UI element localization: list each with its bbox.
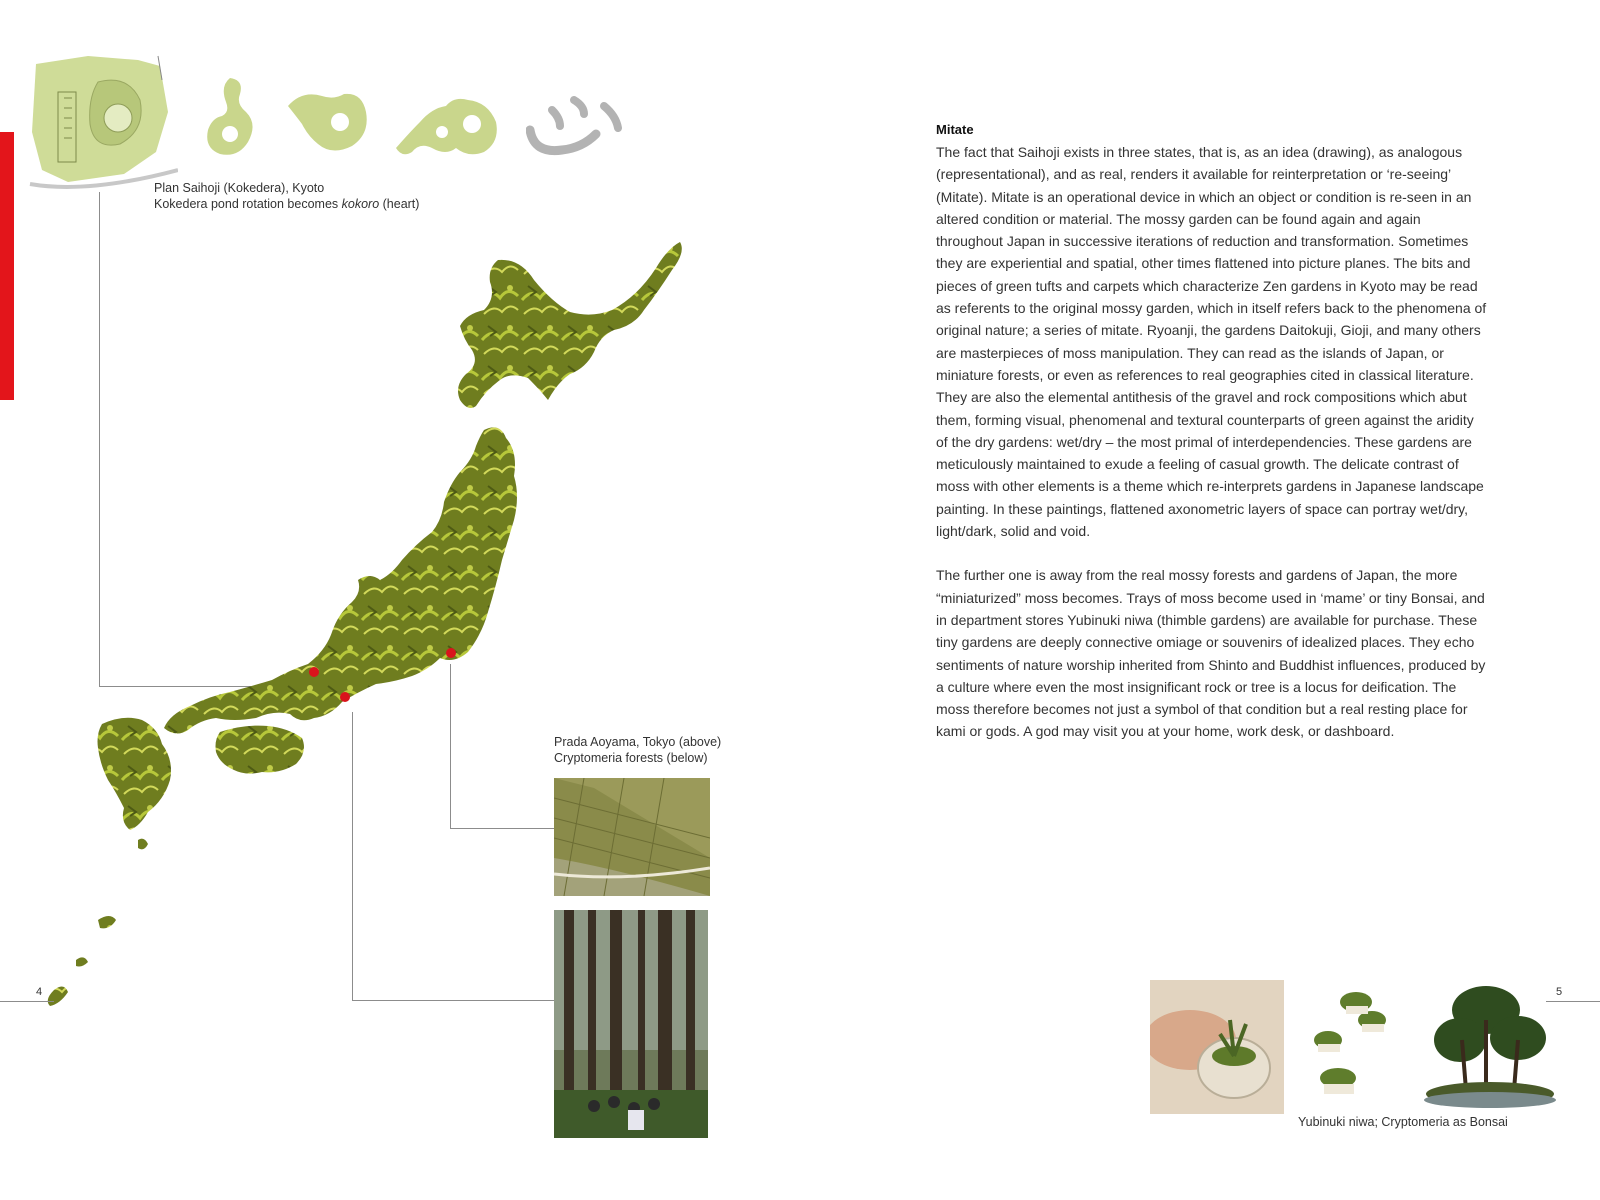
article-paragraph-1: The fact that Saihoji exists in three states, that is, as an idea (drawing), as analogous (representational), and as real, renders it available for reinterpretation or ‘re-seeing’ (Mitate). Mitate is an operational device in which an object or condition is re-seen in an altered condition or material. The mossy garden can be found again and again throughout Japan in successive iterations of reduction and transformation. Sometimes they are experiential and spatial, other times flattened into picture planes. The bits and pieces of green tufts and carpets which characterize Zen gardens in Kyoto may be read as referents to the original mossy garden, which in itself refers back to the phenomena of original nature; a series of mitate. Ryoanji, the gardens Daitokuji, Gioji, and many others are masterpieces of moss manipulation. They can read as the islands of Japan, or miniature forests, or even as references to real geographies cited in classical literature. They are also the elemental antithesis of the gravel and rock compositions which abut them, forming visual, phenomenal and textural counterparts of green against the aridity of the dry gardens: wet/dry – the most primal of interdependencies. These gardens are meticulously maintained to exude a feeling of casual growth. The delicate contrast of moss with other elements is a theme which re-interprets gardens in Japanese landscape painting. In these paintings, flattened axonometric layers of space can portray wet/dry, light/dark, solid and void.: [936, 144, 1487, 540]
section-color-tab: [0, 132, 14, 400]
caption-line-1: Plan Saihoji (Kokedera), Kyoto: [154, 181, 325, 195]
pond-shape-3: [392, 92, 502, 162]
prada-caption-line-2: Cryptomeria forests (below): [554, 751, 708, 765]
page-number-left: 4: [36, 986, 43, 998]
saihoji-plan-caption: [154, 180, 419, 212]
saihoji-plan-image: [28, 52, 178, 192]
article-heading: Mitate: [936, 122, 974, 137]
prada-caption: [554, 734, 721, 766]
map-marker-tokyo: [446, 648, 456, 658]
bonsai-caption: Yubinuki niwa; Cryptomeria as Bonsai: [1298, 1115, 1508, 1129]
caption-line-2: Kokedera pond rotation becomes kokoro (heart): [154, 197, 420, 211]
article-paragraph-2: The further one is away from the real mossy forests and gardens of Japan, the more “miniaturized” moss becomes. Trays of moss become used in ‘mame’ or tiny Bonsai, and in department stores Yubinuki niwa (thimble gardens) are available for purchase. These tiny gardens are deeply connective omiage or souvenirs of idealized places. They echo sentiments of nature worship inherited from Shinto and Buddhist influences, produced by a culture where even the most insignificant rock or tree is a locus for deification. The moss therefore becomes not just a symbol of that condition but a real resting place for kami or gods. A god may visit you at your home, work desk, or dashboard.: [936, 567, 1486, 740]
page-number-rule-right: [1546, 1001, 1600, 1002]
moss-bonsai-photos: [1150, 980, 1570, 1116]
pond-shape-2: [282, 88, 372, 158]
mitate-article: [936, 122, 1488, 765]
prada-aoyama-photo: [554, 778, 710, 896]
kokoro-heart-character: [526, 92, 626, 162]
map-marker-kyoto: [309, 667, 319, 677]
map-marker-osaka: [340, 692, 350, 702]
page-number-rule-left: [0, 1001, 54, 1002]
prada-caption-line-1: Prada Aoyama, Tokyo (above): [554, 735, 722, 749]
pond-shape-1: [200, 72, 260, 162]
cryptomeria-forest-photo: [554, 910, 708, 1138]
page-number-right: 5: [1556, 986, 1563, 998]
